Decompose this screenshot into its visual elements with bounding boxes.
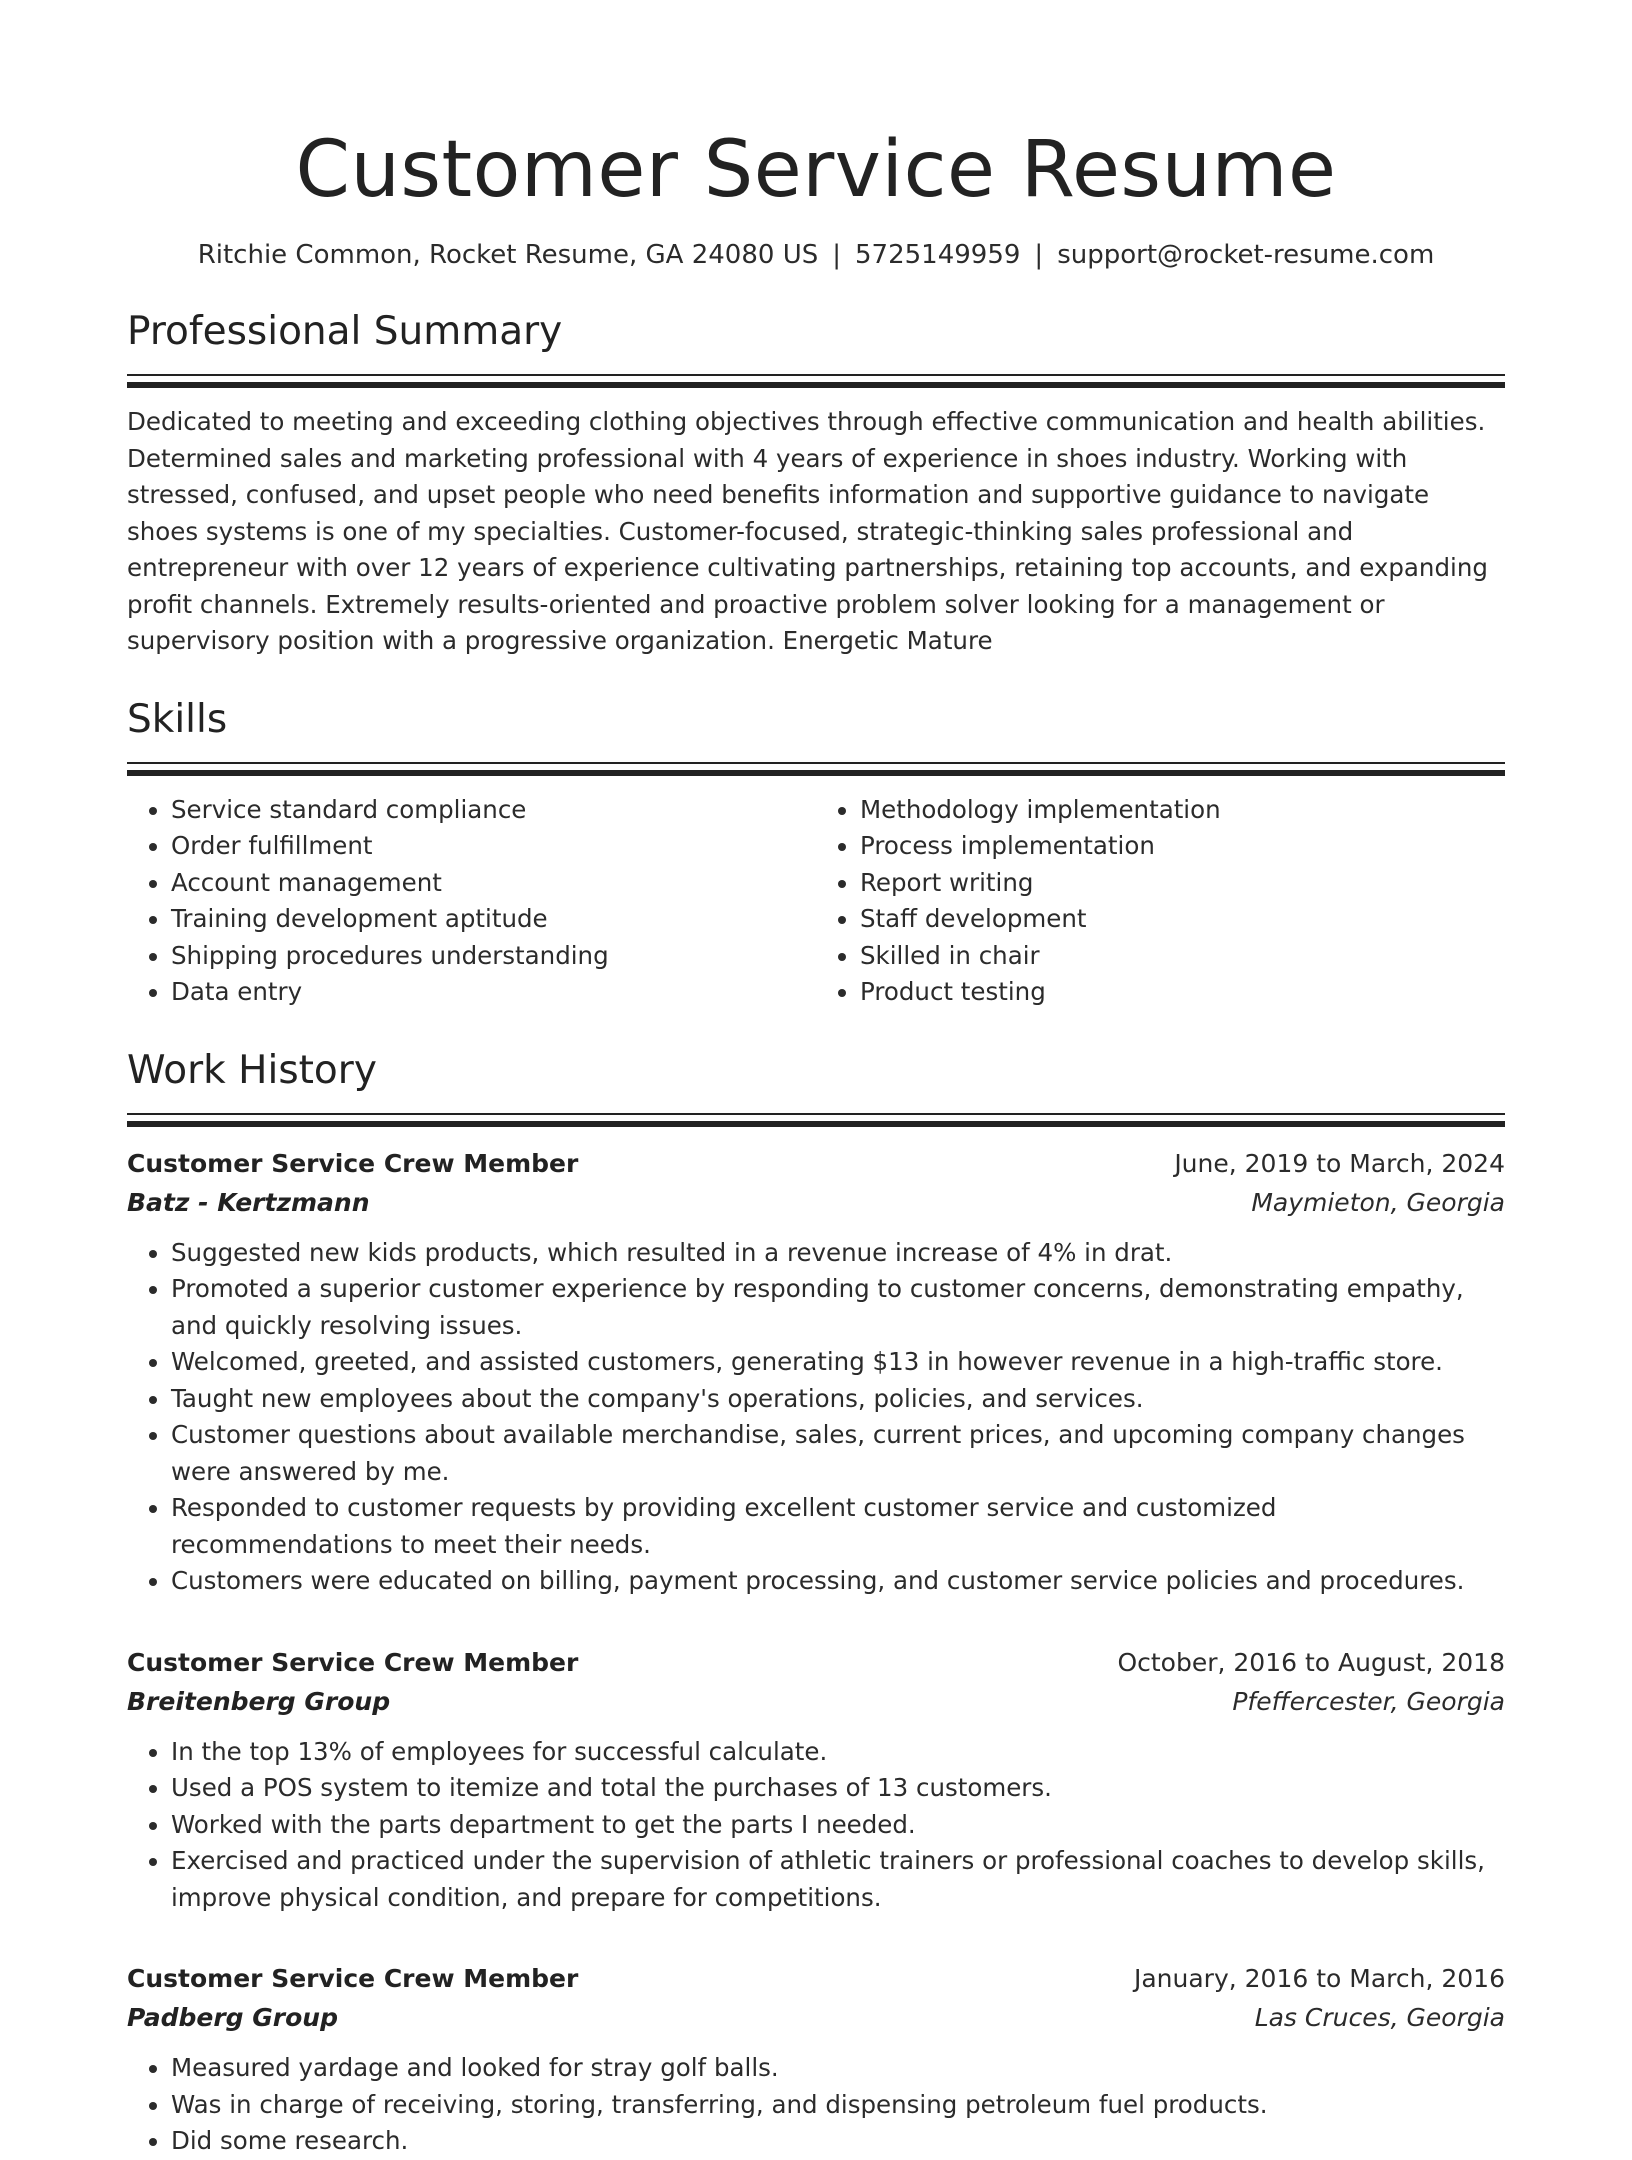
skill-item: • Product testing	[860, 974, 1505, 1011]
skill-item: • Service standard compliance	[171, 792, 816, 829]
contact-address: Ritchie Common, Rocket Resume, GA 24080 US	[197, 240, 819, 270]
job-title: Customer Service Crew Member	[127, 1964, 579, 1993]
job-header	[127, 1644, 1505, 1682]
job-location: Pfeffercester, Georgia	[1232, 1686, 1505, 1716]
skill-item: • Process implementation	[860, 828, 1505, 865]
job-bullet: • Was in charge of receiving, storing, transferring, and dispensing petroleum fuel products.	[171, 2087, 1505, 2124]
job-bullet: • Suggested new kids products, which resulted in a revenue increase of 4% in drat.	[171, 1235, 1505, 1272]
job-bullet: • Welcomed, greeted, and assisted customers, generating $13 in however revenue in a high-traffic store.	[171, 1344, 1505, 1381]
job-entry	[127, 1960, 1505, 2160]
job-bullet: • In the top 13% of employees for successful calculate.	[171, 1734, 1505, 1771]
skill-item: • Data entry	[171, 974, 816, 1011]
skill-item: • Account management	[171, 865, 816, 902]
job-company: Padberg Group	[127, 2003, 338, 2032]
contact-separator: |	[1034, 240, 1044, 270]
work-history-section	[127, 1047, 1505, 2160]
job-dates: January, 2016 to March, 2016	[1133, 1964, 1505, 1993]
job-dates: June, 2019 to March, 2024	[1174, 1148, 1505, 1178]
job-location: Las Cruces, Georgia	[1254, 2003, 1505, 2032]
job-bullet: • Customers were educated on billing, payment processing, and customer service policies and procedures.	[171, 1563, 1505, 1600]
skills-list-left	[127, 792, 816, 1011]
job-entry	[127, 1644, 1505, 1917]
skills-section	[127, 696, 1505, 1011]
job-entry	[127, 1145, 1505, 1600]
contact-line	[127, 238, 1505, 272]
section-heading: Work History	[127, 1047, 377, 1093]
skill-item: • Staff development	[860, 901, 1505, 938]
job-header	[127, 1145, 1505, 1183]
job-company: Breitenberg Group	[127, 1686, 391, 1716]
section-heading: Skills	[127, 696, 228, 742]
section-divider	[127, 1113, 1505, 1125]
job-bullet: • Worked with the parts department to get the parts I needed.	[171, 1807, 1505, 1844]
skills-columns	[127, 792, 1505, 1011]
job-bullet: • Exercised and practiced under the supervision of athletic trainers or professional coaches to develop skills, improve physical condition, and prepare for competitions.	[171, 1843, 1505, 1916]
job-bullet: • Measured yardage and looked for stray golf balls.	[171, 2050, 1505, 2087]
job-bullet: • Promoted a superior customer experience by responding to customer concerns, demonstrating empathy, and quickly resolving issues.	[171, 1271, 1505, 1344]
job-bullet: • Used a POS system to itemize and total the purchases of 13 customers.	[171, 1770, 1505, 1807]
section-divider	[127, 762, 1505, 774]
section-divider	[127, 374, 1505, 386]
summary-text: Dedicated to meeting and exceeding clothing objectives through effective communication and health abilities. Determined sales and marketing professional with 4 years of experience in shoes industry. Working with stressed, confused, and upset people who need benefits information and supportive guidance to navigate shoes systems is one of my specialties. Customer-focused, strategic-thinking sales professional and entrepreneur with over 12 years of experience cultivating partnerships, retaining top accounts, and expanding profit channels. Extremely results-oriented and proactive problem solver looking for a management or supervisory position with a progressive organization. Energetic Mature	[127, 407, 1488, 655]
job-bullet: • Did some research.	[171, 2123, 1505, 2160]
job-dates: October, 2016 to August, 2018	[1117, 1647, 1505, 1677]
job-bullets	[127, 2050, 1505, 2160]
skill-item: • Shipping procedures understanding	[171, 938, 816, 975]
job-header	[127, 1960, 1505, 1998]
skill-item: • Report writing	[860, 865, 1505, 902]
summary-section	[127, 308, 1505, 660]
job-location: Maymieton, Georgia	[1251, 1187, 1505, 1217]
job-bullet: • Taught new employees about the company's operations, policies, and services.	[171, 1381, 1505, 1418]
contact-email: support@rocket-resume.com	[1057, 240, 1435, 270]
contact-phone: 5725149959	[855, 240, 1021, 270]
skill-item: • Training development aptitude	[171, 901, 816, 938]
job-subheader	[127, 1682, 1505, 1722]
contact-separator: |	[832, 240, 841, 270]
skill-item: • Order fulfillment	[171, 828, 816, 865]
skill-item: • Methodology implementation	[860, 792, 1505, 829]
skill-item: • Skilled in chair	[860, 938, 1505, 975]
skills-list-right	[816, 792, 1505, 1011]
job-bullet: • Responded to customer requests by providing excellent customer service and customized recommendations to meet their needs.	[171, 1490, 1505, 1563]
job-title: Customer Service Crew Member	[127, 1647, 579, 1677]
job-bullets	[127, 1235, 1505, 1600]
section-heading: Professional Summary	[127, 309, 563, 354]
job-bullet: • Customer questions about available merchandise, sales, current prices, and upcoming company changes were answered by me.	[171, 1417, 1505, 1490]
job-bullets	[127, 1734, 1505, 1917]
job-company: Batz - Kertzmann	[127, 1187, 370, 1217]
resume-title: Customer Service Resume	[295, 125, 1337, 215]
job-subheader	[127, 1183, 1505, 1223]
job-title: Customer Service Crew Member	[127, 1148, 579, 1178]
job-subheader	[127, 1998, 1505, 2038]
